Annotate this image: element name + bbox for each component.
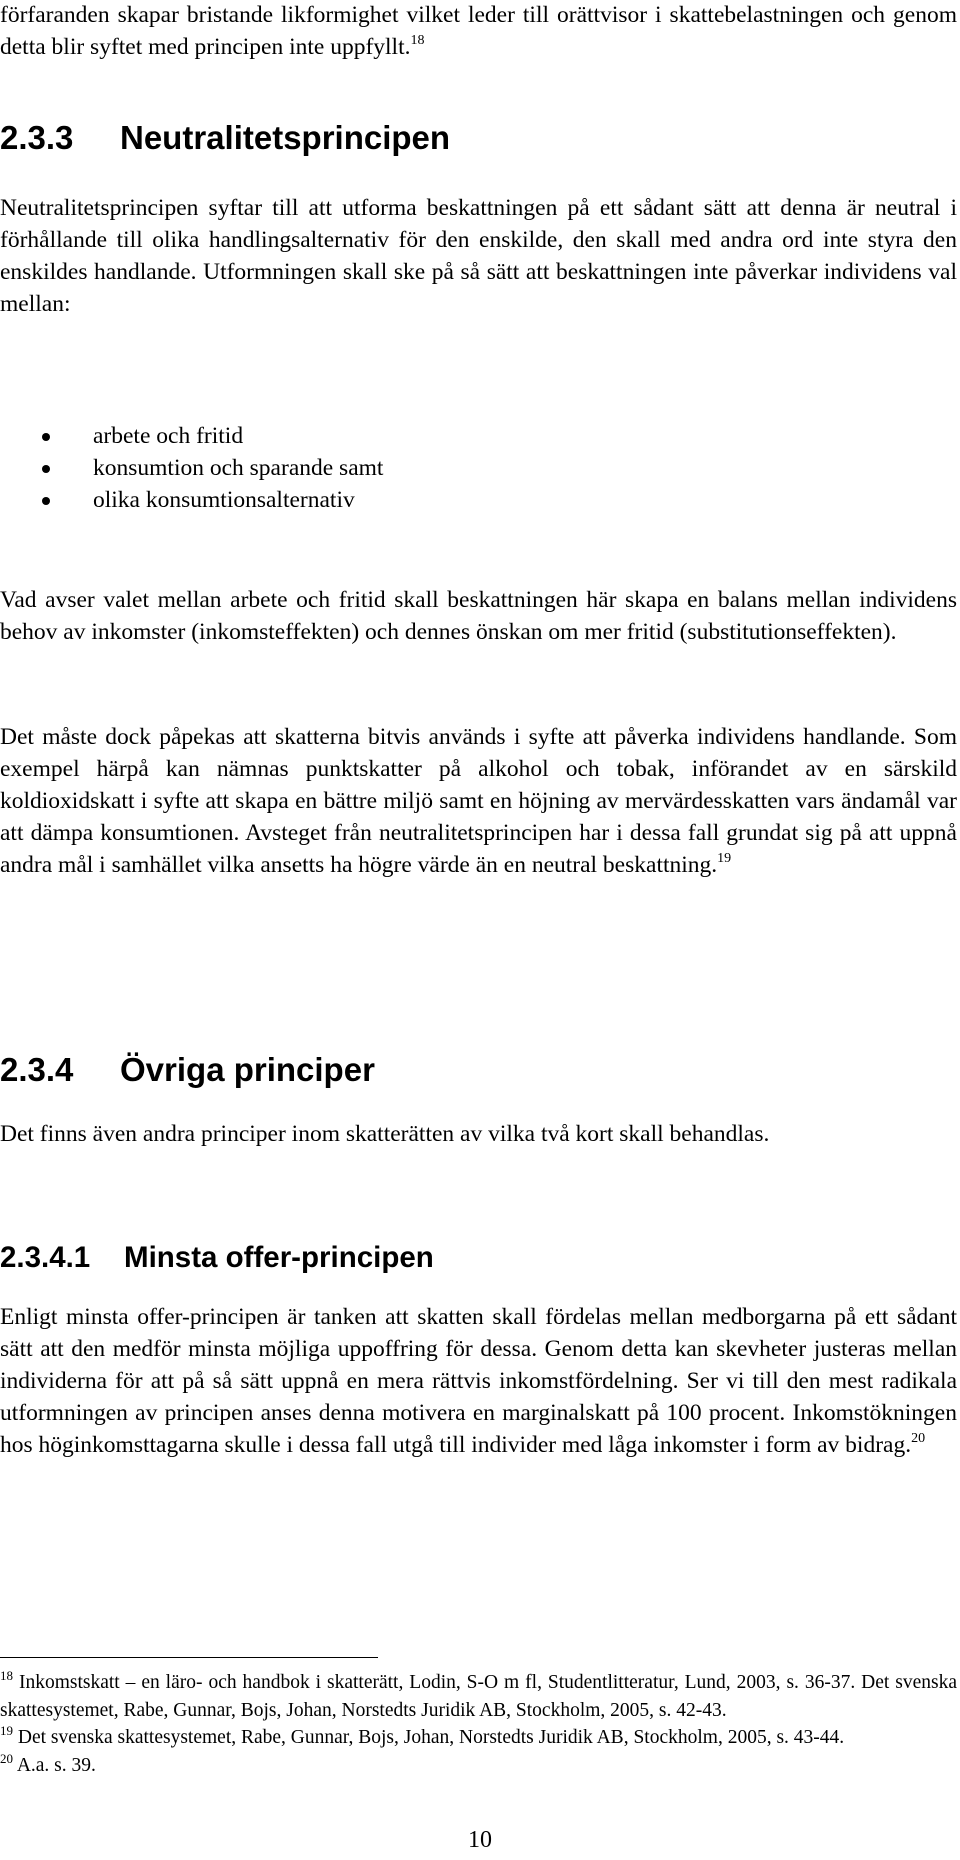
footnote-divider bbox=[0, 1657, 378, 1658]
footnote-text: A.a. s. 39. bbox=[16, 1754, 96, 1776]
list-item bbox=[0, 484, 383, 516]
footnote-ref-19: 19 bbox=[717, 851, 732, 866]
list-item bbox=[0, 420, 383, 452]
section-number: 2.3.4 bbox=[0, 1051, 74, 1088]
footnotes bbox=[0, 1669, 957, 1779]
paragraph-text: Det finns även andra principer inom skatterätten av vilka två kort skall behandlas. bbox=[0, 1121, 770, 1147]
section-heading-2-3-3 bbox=[0, 118, 450, 158]
other-principles-paragraph bbox=[0, 1118, 957, 1150]
footnote-number: 18 bbox=[0, 1668, 13, 1683]
list-item bbox=[0, 452, 383, 484]
footnote-text: Inkomstskatt – en läro- och handbok i skatterätt, Lodin, S-O m fl, Studentlitteratur, Lund, 2003, s. 36-37. Det svenska skattesystemet, Rabe, Gunnar, Bojs, Johan, Norstedts Juridik AB, Stockholm, 2005, s. 42-43. bbox=[0, 1672, 957, 1721]
paragraph-text: Enligt minsta offer-principen är tanken att skatten skall fördelas mellan medborgarna på ett sådant sätt att den medför minsta möjliga uppoffring för dessa. Genom detta kan skevheter justeras mellan individerna för att på så sätt uppnå en mera rättvis inkomstfördelning. Ser vi till den mest radikala utformningen av principen anses denna motivera en marginalskatt på 100 procent. Inkomstökningen hos höginkomsttagarna skulle i dessa fall utgå till individer med låga inkomster i form av bidrag. bbox=[0, 1304, 957, 1458]
bullet-list bbox=[0, 420, 383, 516]
section-title: Neutralitetsprincipen bbox=[120, 119, 451, 156]
list-item-text: konsumtion och sparande samt bbox=[93, 455, 384, 481]
section-heading-2-3-4 bbox=[0, 1050, 375, 1090]
bullet-icon bbox=[42, 433, 50, 441]
intro-text: förfaranden skapar bristande likformighet vilket leder till orättvisor i skattebelastningen och genom detta blir syftet med principen inte uppfyllt. bbox=[0, 2, 957, 60]
intro-paragraph bbox=[0, 0, 957, 63]
section-title: Minsta offer-principen bbox=[124, 1241, 434, 1274]
footnote-18 bbox=[0, 1669, 957, 1724]
footnote-number: 20 bbox=[0, 1750, 13, 1766]
section-title: Övriga principer bbox=[120, 1051, 375, 1088]
bullet-icon bbox=[42, 465, 50, 473]
footnote-20 bbox=[0, 1752, 957, 1780]
neutrality-paragraph-3 bbox=[0, 721, 957, 881]
paragraph-text: Det måste dock påpekas att skatterna bitvis används i syfte att påverka individens handlande. Som exempel härpå kan nämnas punktskatter på alkohol och tobak, införandet av en särskild koldioxidskatt i syfte att skapa en bättre miljö samt en höjning av mervärdesskatten vars ändamål var att dämpa konsumtionen. Avsteget från neutralitetsprincipen har i dessa fall grundat sig på att uppnå andra mål i samhället vilka ansetts ha högre värde än en neutral beskattning. bbox=[0, 724, 957, 878]
neutrality-paragraph-1 bbox=[0, 192, 957, 320]
neutrality-paragraph-2 bbox=[0, 584, 957, 648]
footnote-ref-20: 20 bbox=[911, 1431, 926, 1446]
bullet-icon bbox=[42, 497, 50, 505]
section-number: 2.3.3 bbox=[0, 119, 74, 156]
page-number: 10 bbox=[468, 1827, 492, 1853]
footnote-19 bbox=[0, 1724, 957, 1752]
section-heading-2-3-4-1 bbox=[0, 1240, 434, 1276]
list-item-text: arbete och fritid bbox=[93, 423, 244, 449]
section-number: 2.3.4.1 bbox=[0, 1241, 91, 1274]
footnote-number: 19 bbox=[0, 1723, 13, 1738]
list-item-text: olika konsumtionsalternativ bbox=[93, 487, 355, 513]
footnote-ref-18: 18 bbox=[410, 33, 425, 48]
footnote-text: Det svenska skattesystemet, Rabe, Gunnar, Bojs, Johan, Norstedts Juridik AB, Stockholm, 2005, s. 43-44. bbox=[17, 1727, 845, 1748]
paragraph-text: Neutralitetsprincipen syftar till att utforma beskattningen på ett sådant sätt att denna är neutral i förhållande till olika handlingsalternativ för den enskilde, den skall med andra ord inte styra den enskildes handlande. Utformningen skall ske på så sätt att beskattningen inte påverkar individens val mellan: bbox=[0, 195, 957, 317]
paragraph-text: Vad avser valet mellan arbete och fritid skall beskattningen här skapa en balans mellan individens behov av inkomster (inkomsteffekten) och dennes önskan om mer fritid (substitutionseffekten). bbox=[0, 587, 957, 645]
least-sacrifice-paragraph bbox=[0, 1301, 957, 1461]
